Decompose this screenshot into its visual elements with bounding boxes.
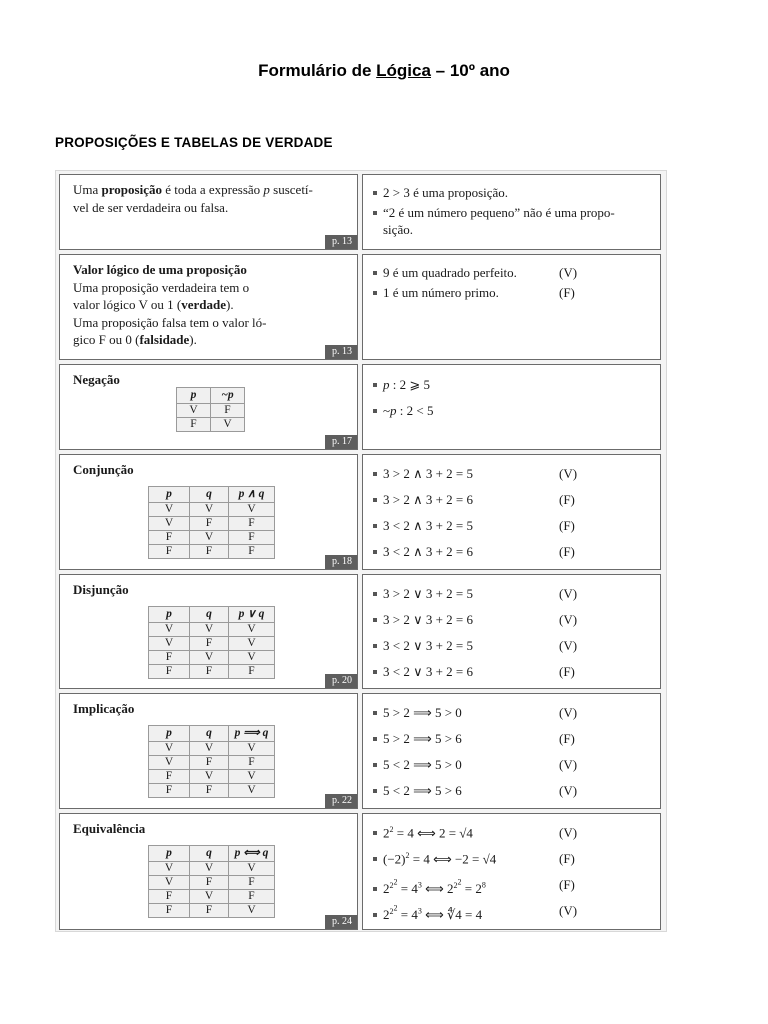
row-6 (56, 690, 666, 810)
example-item: 2 > 3 é uma proposição. (373, 185, 508, 201)
truth-table-row (149, 784, 275, 798)
page-reference: p. 13 (325, 235, 357, 249)
truth-value: (V) (559, 612, 578, 627)
truth-value: (V) (559, 783, 578, 798)
truth-table-header-cell: q (190, 846, 229, 862)
example-item: $2^2 = 4$ ⟺ 2 = √4 (373, 825, 473, 841)
connective-title-conjuncao: Conjunção (73, 462, 134, 477)
example-item: 3 > 2 ∨ 3 + 2 = 6 (373, 612, 473, 628)
truth-table-header-cell: q (190, 726, 229, 742)
page-reference: p. 24 (325, 915, 357, 929)
examples-cell (362, 254, 661, 360)
example-item: $(-2)^2 = 4$ ⟺ −2 = √4 (373, 851, 496, 867)
truth-value: (F) (559, 544, 575, 559)
truth-value-cell: V (229, 623, 275, 637)
truth-value-cell: V (190, 623, 229, 637)
examples-cell (362, 693, 661, 809)
truth-value-cell: F (229, 517, 275, 531)
truth-table-row (149, 503, 275, 517)
truth-table-header-cell: p (149, 846, 190, 862)
truth-value-cell: V (149, 623, 190, 637)
bullet-icon (373, 291, 377, 295)
truth-table-row (149, 876, 275, 890)
truth-value-cell: V (229, 862, 275, 876)
truth-value-cell: V (190, 651, 229, 665)
page-reference: p. 13 (325, 345, 357, 359)
truth-value: (V) (559, 638, 578, 653)
truth-table-header-cell: q (190, 487, 229, 503)
truth-value-cell: V (190, 770, 229, 784)
truth-value-cell: F (229, 890, 275, 904)
bullet-icon (373, 763, 377, 767)
truth-value-cell: V (229, 503, 275, 517)
truth-value-cell: V (190, 531, 229, 545)
example-item: 5 < 2 ⟹ 5 > 0 (373, 757, 462, 773)
truth-table-row (149, 651, 275, 665)
definition-cell (59, 254, 358, 360)
truth-value-cell: V (149, 756, 190, 770)
examples-cell (362, 364, 661, 450)
truth-value-cell: V (229, 651, 275, 665)
truth-value-cell: F (229, 545, 275, 559)
truth-table-header-cell: p ∧ q (229, 487, 275, 503)
truth-value-cell: F (190, 784, 229, 798)
row-5 (56, 571, 666, 690)
connective-title-implicacao: Implicação (73, 701, 135, 716)
truth-value-cell: V (229, 784, 275, 798)
bullet-icon (373, 831, 377, 835)
truth-value-cell: F (149, 545, 190, 559)
truth-value-cell: V (177, 404, 211, 418)
truth-value-cell: V (229, 742, 275, 756)
truth-table-row (149, 637, 275, 651)
row-7 (56, 810, 666, 931)
document-title: Formulário de Lógica – 10º ano (258, 61, 510, 80)
truth-value-cell: F (229, 876, 275, 890)
truth-value-cell: F (190, 876, 229, 890)
truth-value-cell: V (211, 418, 245, 432)
truth-value-cell: V (229, 637, 275, 651)
truth-value-cell: F (149, 651, 190, 665)
row-2 (56, 251, 666, 361)
truth-table-row (149, 904, 275, 918)
truth-value: (F) (559, 285, 575, 300)
page-reference: p. 20 (325, 674, 357, 688)
truth-value: (V) (559, 466, 578, 481)
truth-value-cell: F (190, 665, 229, 679)
row-3 (56, 361, 666, 451)
bullet-icon (373, 191, 377, 195)
truth-table-header-cell: p (149, 607, 190, 623)
formula-sheet (55, 170, 667, 932)
truth-value-cell: F (149, 665, 190, 679)
truth-value-cell: F (229, 531, 275, 545)
truth-table-header-cell: p (149, 487, 190, 503)
example-item: 3 < 2 ∧ 3 + 2 = 5 (373, 518, 473, 534)
truth-value-cell: F (190, 904, 229, 918)
example-item: 3 > 2 ∧ 3 + 2 = 6 (373, 492, 473, 508)
truth-table-header-cell: p (149, 726, 190, 742)
truth-value-cell: F (190, 756, 229, 770)
truth-table-row (177, 404, 245, 418)
truth-value-cell: V (229, 904, 275, 918)
examples-cell (362, 813, 661, 930)
example-item: 3 < 2 ∨ 3 + 2 = 5 (373, 638, 473, 654)
truth-table-row (149, 742, 275, 756)
truth-value-cell: F (149, 531, 190, 545)
truth-value: (V) (559, 265, 578, 280)
truth-table-header-cell: q (190, 607, 229, 623)
truth-table-row (177, 418, 245, 432)
truth-value-cell: V (190, 742, 229, 756)
truth-value-cell: F (190, 517, 229, 531)
bullet-icon (373, 670, 377, 674)
example-item: 5 < 2 ⟹ 5 > 6 (373, 783, 462, 799)
example-item: 5 > 2 ⟹ 5 > 6 (373, 731, 462, 747)
truth-value-cell: V (149, 637, 190, 651)
truth-value: (F) (559, 877, 575, 892)
truth-table-row (149, 665, 275, 679)
definition-cell (59, 574, 358, 689)
example-item: $2^{2^2} = 4^3$ ⟺ ∜4 = 4 (373, 903, 482, 923)
example-item: 3 > 2 ∨ 3 + 2 = 5 (373, 586, 473, 602)
truth-value-cell: V (190, 862, 229, 876)
truth-value-cell: F (149, 770, 190, 784)
definition-cell (59, 813, 358, 930)
truth-table-header (149, 726, 275, 742)
truth-value-cell: F (190, 545, 229, 559)
truth-table (148, 845, 275, 918)
truth-table-header-cell: p ⟺ q (229, 846, 275, 862)
section-heading: PROPOSIÇÕES E TABELAS DE VERDADE (55, 135, 333, 150)
example-item: sição. (383, 222, 413, 237)
truth-table-row (149, 770, 275, 784)
definition-cell (59, 693, 358, 809)
truth-table-row (149, 862, 275, 876)
example-item: 3 > 2 ∧ 3 + 2 = 5 (373, 466, 473, 482)
definition-cell (59, 174, 358, 250)
examples-cell (362, 174, 661, 250)
example-item: 3 < 2 ∧ 3 + 2 = 6 (373, 544, 473, 560)
truth-table-header-cell: p (177, 388, 211, 404)
truth-value: (F) (559, 664, 575, 679)
truth-value: (V) (559, 586, 578, 601)
truth-table-header (177, 388, 245, 404)
truth-table-row (149, 517, 275, 531)
truth-value: (V) (559, 757, 578, 772)
truth-value-cell: V (149, 862, 190, 876)
definition-text: Uma proposição é toda a expressão p suscetí- vel de ser verdadeira ou falsa. (73, 182, 313, 215)
truth-value: (F) (559, 731, 575, 746)
truth-value: (V) (559, 903, 578, 918)
definition-cell (59, 454, 358, 570)
truth-table (148, 486, 275, 559)
definition-cell (59, 364, 358, 450)
truth-table-header (149, 487, 275, 503)
example-item: ~p : 2 < 5 (373, 403, 434, 419)
truth-table-header (149, 607, 275, 623)
bullet-icon (373, 211, 377, 215)
truth-table-row (149, 623, 275, 637)
page-reference: p. 17 (325, 435, 357, 449)
bullet-icon (373, 644, 377, 648)
bullet-icon (373, 711, 377, 715)
example-item: 5 > 2 ⟹ 5 > 0 (373, 705, 462, 721)
examples-cell (362, 574, 661, 689)
example-item: 3 < 2 ∨ 3 + 2 = 6 (373, 664, 473, 680)
truth-value-cell: V (149, 517, 190, 531)
bullet-icon (373, 618, 377, 622)
truth-value-cell: F (149, 904, 190, 918)
truth-value-cell: F (149, 784, 190, 798)
bullet-icon (373, 383, 377, 387)
bullet-icon (373, 857, 377, 861)
connective-title-disjuncao: Disjunção (73, 582, 129, 597)
definition-text: Valor lógico de uma proposição Uma proposição verdadeira tem o valor lógico V ou 1 (verdade). Uma proposição falsa tem o valor ló- gico F ou 0 (falsidade). (73, 262, 267, 347)
truth-table-row (149, 890, 275, 904)
bullet-icon (373, 887, 377, 891)
truth-value-cell: V (190, 503, 229, 517)
bullet-icon (373, 498, 377, 502)
truth-value-cell: F (149, 890, 190, 904)
truth-table-row (149, 756, 275, 770)
truth-value-cell: V (190, 890, 229, 904)
truth-table-row (149, 545, 275, 559)
example-item: $2^{2^2} = 4^3$ ⟺ $2^{2^2} = 2^8$ (373, 877, 486, 897)
truth-value-cell: F (229, 665, 275, 679)
example-item: p : 2 ⩾ 5 (373, 377, 430, 393)
truth-table-header-cell: p ⟹ q (229, 726, 275, 742)
truth-table (148, 606, 275, 679)
truth-value-cell: V (149, 742, 190, 756)
truth-table (176, 387, 245, 432)
truth-value-cell: F (177, 418, 211, 432)
bullet-icon (373, 592, 377, 596)
page-reference: p. 18 (325, 555, 357, 569)
truth-value-cell: V (229, 770, 275, 784)
example-item: 1 é um número primo. (373, 285, 499, 301)
bullet-icon (373, 913, 377, 917)
truth-value-cell: V (149, 503, 190, 517)
bullet-icon (373, 271, 377, 275)
truth-value: (V) (559, 705, 578, 720)
example-item: 9 é um quadrado perfeito. (373, 265, 517, 281)
bullet-icon (373, 524, 377, 528)
truth-value: (F) (559, 492, 575, 507)
row-4 (56, 451, 666, 571)
examples-cell (362, 454, 661, 570)
bullet-icon (373, 550, 377, 554)
page-reference: p. 22 (325, 794, 357, 808)
bullet-icon (373, 409, 377, 413)
truth-value-cell: V (149, 876, 190, 890)
truth-table-row (149, 531, 275, 545)
bullet-icon (373, 472, 377, 476)
truth-value: (F) (559, 518, 575, 533)
connective-title-negacao: Negação (73, 372, 120, 387)
connective-title-equivalencia: Equivalência (73, 821, 146, 836)
bullet-icon (373, 789, 377, 793)
truth-value-cell: F (229, 756, 275, 770)
truth-value: (V) (559, 825, 578, 840)
truth-table-header (149, 846, 275, 862)
row-1 (56, 171, 666, 251)
truth-table-header-cell: ~p (211, 388, 245, 404)
truth-table-header-cell: p ∨ q (229, 607, 275, 623)
truth-value-cell: F (211, 404, 245, 418)
truth-value-cell: F (190, 637, 229, 651)
example-item: “2 é um número pequeno” não é uma propo- (373, 205, 615, 221)
truth-value: (F) (559, 851, 575, 866)
truth-table (148, 725, 275, 798)
bullet-icon (373, 737, 377, 741)
